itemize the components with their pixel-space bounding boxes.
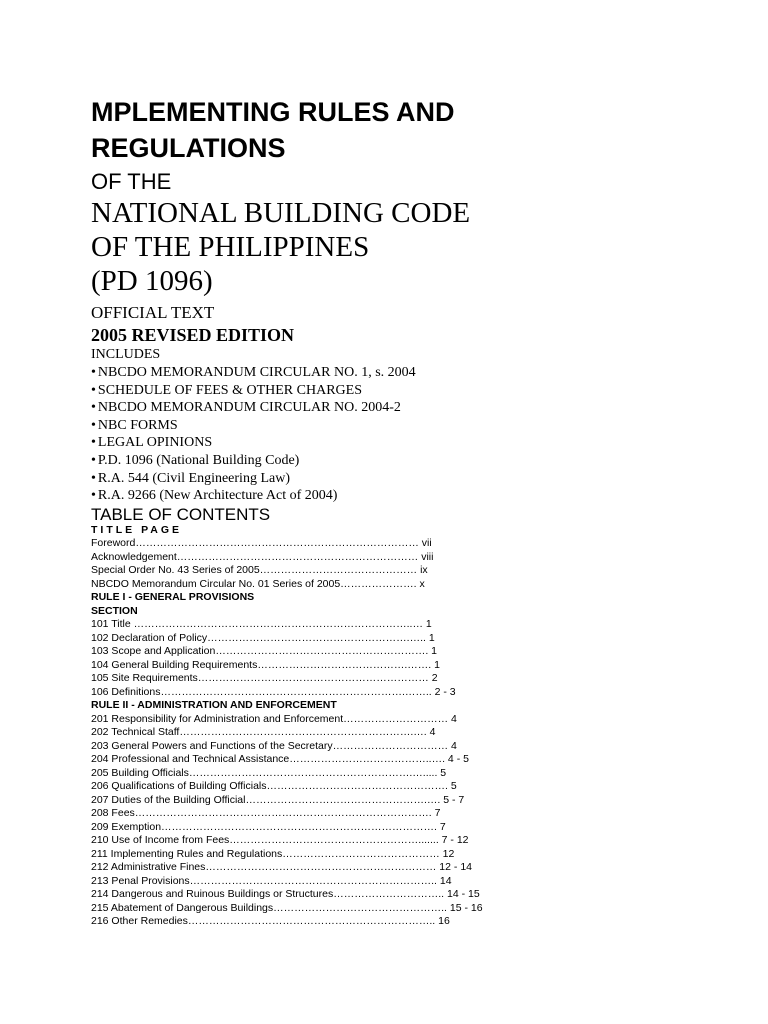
official-text-label: OFFICIAL TEXT xyxy=(91,303,215,322)
toc-entry: 211 Implementing Rules and Regulations……………………………………… 12 xyxy=(91,847,455,860)
toc-entry: Special Order No. 43 Series of 2005……………………………………… ix xyxy=(91,564,428,577)
toc-entry: 209 Exemption……………………………………………………………………. 7 xyxy=(91,820,446,833)
toc-entry: 105 Site Requirements………………………………………………………… 2 xyxy=(91,672,438,685)
toc-entry: 215 Abatement of Dangerous Buildings………………………………………….. 15 - 16 xyxy=(91,901,483,914)
toc-entry: Acknowledgement…………………………………………………………… viii xyxy=(91,550,434,563)
toc-entry: 106 Definitions…………………………………………………………….…….. 2 - 3 xyxy=(91,685,456,698)
rule-1-heading: RULE I - GENERAL PROVISIONS xyxy=(91,591,255,604)
toc-entry: 206 Qualifications of Building Officials……………………………………………. 5 xyxy=(91,780,457,793)
toc-entry: 204 Professional and Technical Assistance…………………………………..…. 4 - 5 xyxy=(91,753,469,766)
toc-entry: 208 Fees…………………………………………………………………………. 7 xyxy=(91,807,441,820)
toc-entry: 205 Building Officials……………………………………………………….…..... 5 xyxy=(91,766,447,779)
toc-entry: 203 General Powers and Functions of the Secretary…………………………… 4 xyxy=(91,739,457,752)
toc-entry: 104 General Building Requirements…………………………………….……. 1 xyxy=(91,658,440,671)
toc-title-page: TITLE PAGE xyxy=(91,523,183,536)
toc-entry: 103 Scope and Application……………………………………………………. 1 xyxy=(91,645,438,658)
toc-entry: Foreword……………………………………………………………………… vii xyxy=(91,537,432,550)
includes-item: • NBCDO MEMORANDUM CIRCULAR NO. 1, s. 2004 xyxy=(91,364,731,382)
document-page xyxy=(91,94,731,929)
includes-item: • NBCDO MEMORANDUM CIRCULAR NO. 2004-2 xyxy=(91,399,731,417)
title-line-5: (PD 1096) xyxy=(91,265,213,297)
subtitle-of-the: OF THE xyxy=(91,169,172,194)
toc-entry: 216 Other Remedies…………………………………………………………….. 16 xyxy=(91,915,450,928)
toc-entry: 201 Responsibility for Administration and Enforcement………………………… 4 xyxy=(91,712,457,725)
title-line-1: MPLEMENTING RULES AND xyxy=(91,97,455,127)
includes-label: INCLUDES xyxy=(91,347,161,362)
toc-entry: 213 Penal Provisions…………………………………………………………….. 14 xyxy=(91,874,452,887)
section-label: SECTION xyxy=(91,604,138,617)
title-line-3: NATIONAL BUILDING CODE xyxy=(91,197,471,229)
includes-item: • R.A. 9266 (New Architecture Act of 2004) xyxy=(91,487,731,505)
rule-2-heading: RULE II - ADMINISTRATION AND ENFORCEMENT xyxy=(91,699,337,712)
title-line-4: OF THE PHILIPPINES xyxy=(91,231,370,263)
toc-entry: 214 Dangerous and Ruinous Buildings or Structures………………………….. 14 - 15 xyxy=(91,888,480,901)
toc-entry: 102 Declaration of Policy………………………………………………….….. 1 xyxy=(91,631,435,644)
includes-item: • LEGAL OPINIONS xyxy=(91,434,731,452)
toc-entry: 101 Title ……………………………………………………………………..… 1 xyxy=(91,618,432,631)
toc-entry: 212 Administrative Fines………………………………………………………… 12 - 14 xyxy=(91,861,472,874)
includes-item: • NBC FORMS xyxy=(91,417,731,435)
title-line-2: REGULATIONS xyxy=(91,133,286,163)
edition-label: 2005 REVISED EDITION xyxy=(91,325,295,345)
toc-entry: NBCDO Memorandum Circular No. 01 Series of 2005…………………. x xyxy=(91,577,425,590)
includes-item: • P.D. 1096 (National Building Code) xyxy=(91,452,731,470)
includes-list xyxy=(91,364,731,505)
includes-item: • SCHEDULE OF FEES & OTHER CHARGES xyxy=(91,382,731,400)
toc-title: TABLE OF CONTENTS xyxy=(91,504,271,524)
toc-entry: 202 Technical Staff………………………………………………………….…. 4 xyxy=(91,726,436,739)
toc-entry: 207 Duties of the Building Official…………………………………………….…. 5 - 7 xyxy=(91,793,465,806)
toc-entry: 210 Use of Income from Fees………………………………………………....... 7 - 12 xyxy=(91,834,469,847)
includes-item: • R.A. 544 (Civil Engineering Law) xyxy=(91,470,731,488)
